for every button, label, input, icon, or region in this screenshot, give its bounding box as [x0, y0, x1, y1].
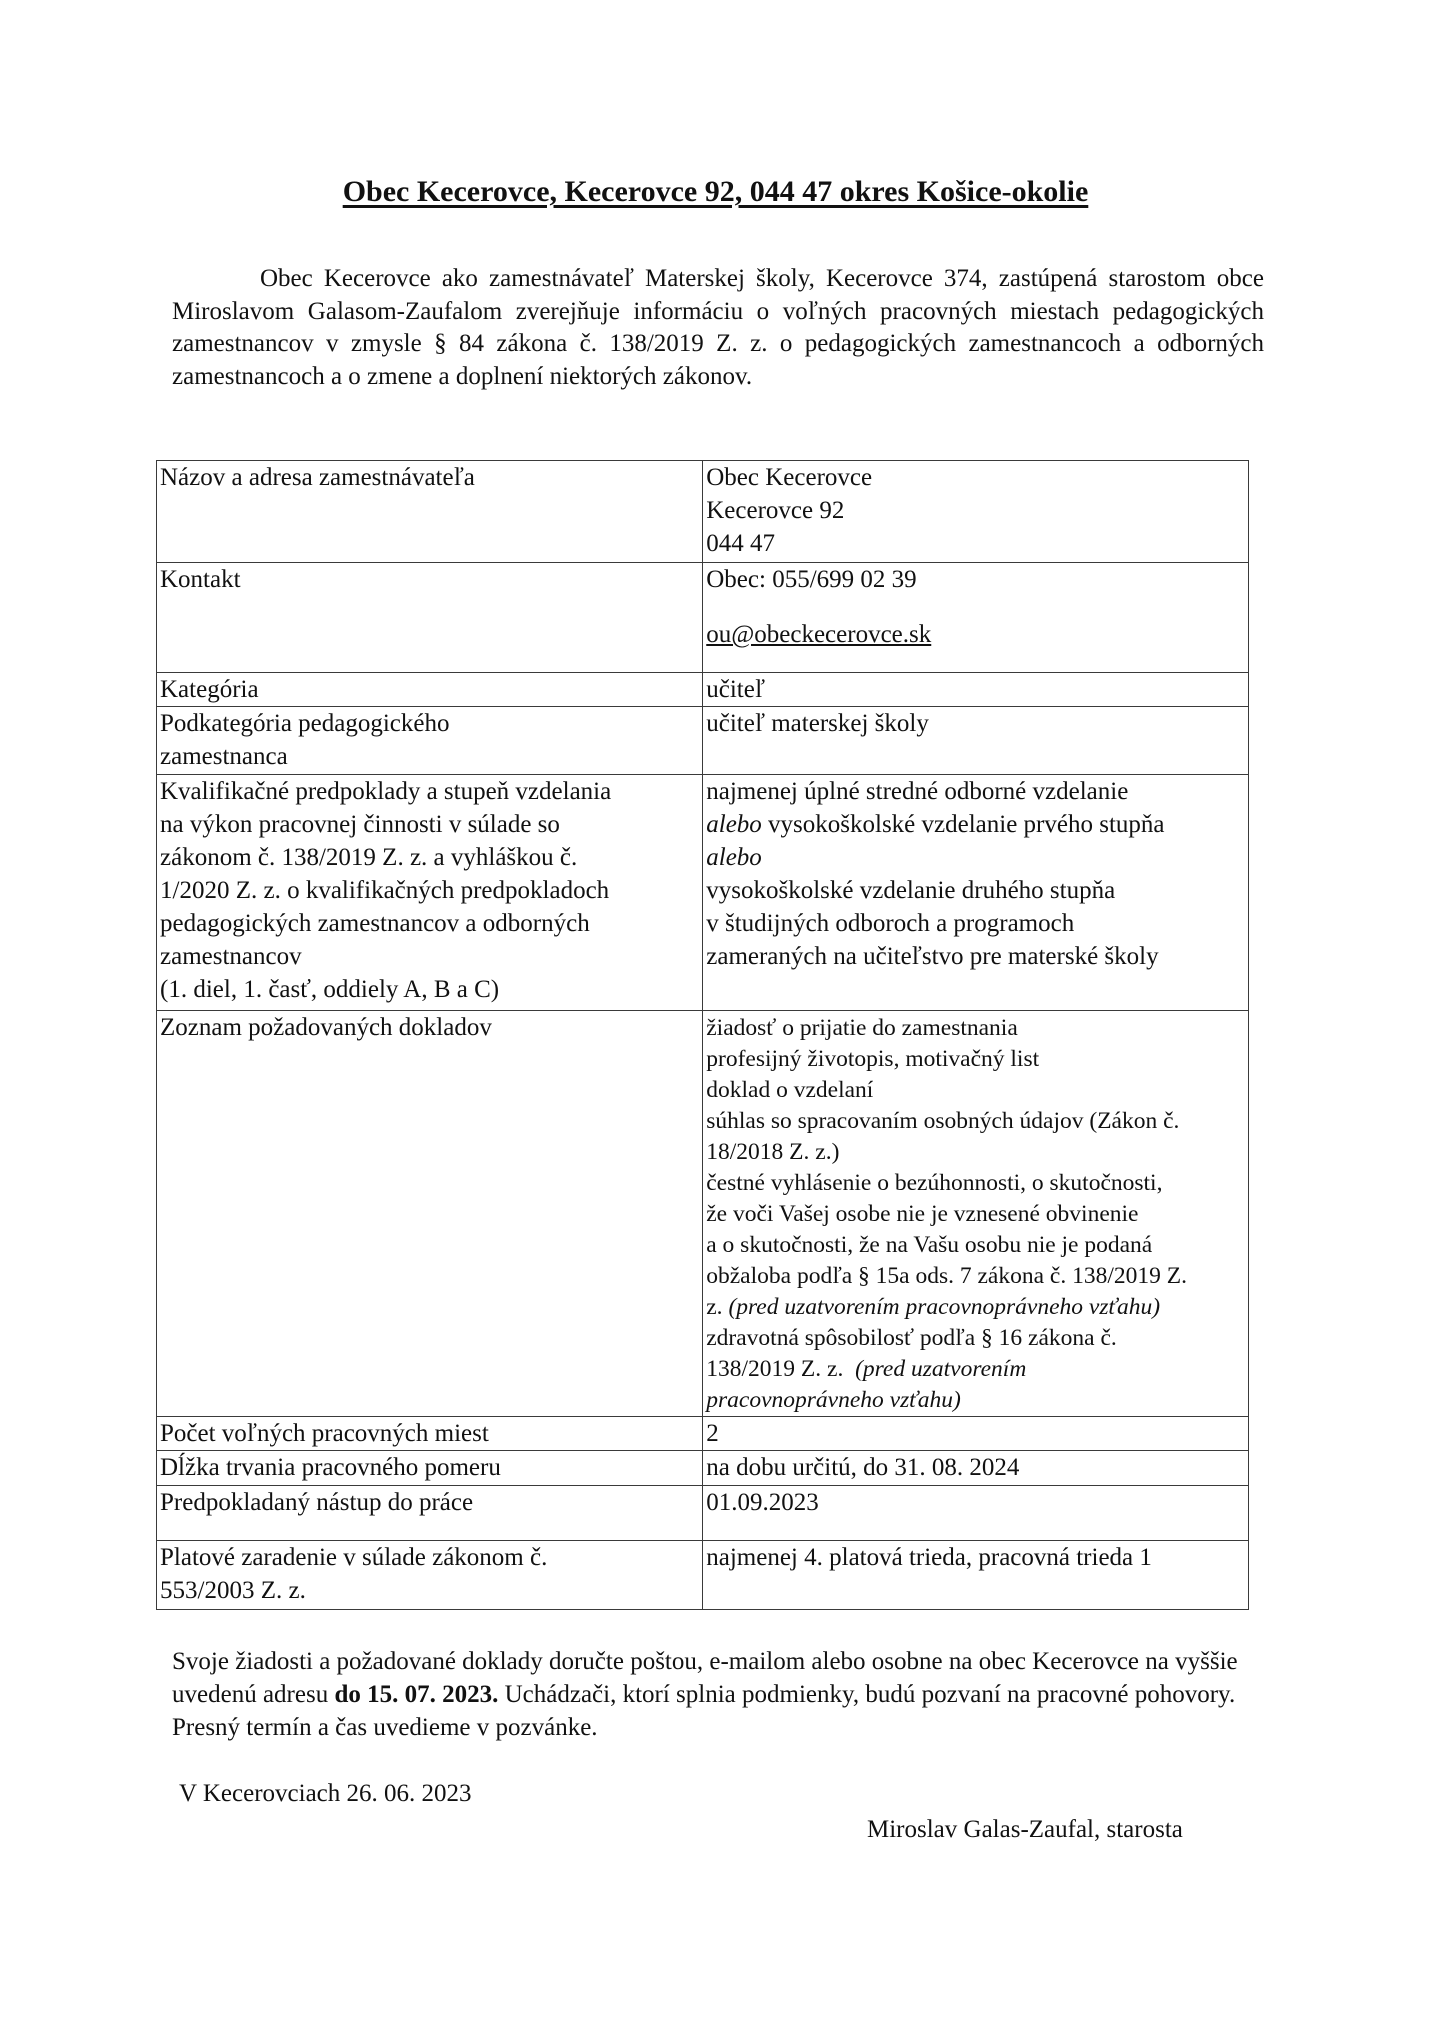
document-item: súhlas so spracovaním osobných údajov (Zákon č. [706, 1108, 1180, 1134]
contact-phone: Obec: 055/699 02 39 [706, 566, 917, 593]
salary-label-line: Platové zaradenie v súlade zákonom č. [160, 1544, 548, 1571]
contact-email-link[interactable]: ou@obeckecerovce.sk [706, 621, 932, 648]
salary-value: najmenej 4. platová trieda, pracovná trieda 1 [703, 1541, 1249, 1610]
document-item [706, 1354, 1246, 1385]
table-row-start [157, 1486, 1249, 1541]
documents-value [703, 1011, 1249, 1417]
category-value: učiteľ [703, 673, 1249, 707]
salary-label-line: 553/2003 Z. z. [160, 1577, 306, 1604]
document-item: profesijný životopis, motivačný list [706, 1046, 1040, 1072]
table-row-duration [157, 1451, 1249, 1486]
document-text: z. [706, 1294, 729, 1320]
alebo-italic: alebo [706, 844, 762, 871]
alebo-italic: alebo [706, 811, 762, 838]
place-and-date: V Kecerovciach 26. 06. 2023 [179, 1780, 472, 1807]
table-row-employer [157, 461, 1249, 563]
qualification-value-line: najmenej úplné stredné odborné vzdelanie [706, 778, 1129, 805]
closing-paragraph [172, 1645, 1252, 1744]
qualification-value-line [706, 808, 1246, 841]
deadline-date: do 15. 07. 2023. [334, 1681, 499, 1708]
qualification-value [703, 775, 1249, 1011]
contact-label: Kontakt [157, 563, 703, 673]
contact-value [703, 563, 1249, 673]
duration-value: na dobu určitú, do 31. 08. 2024 [703, 1451, 1249, 1486]
qualification-label-line: (1. diel, 1. časť, oddiely A, B a C) [160, 976, 500, 1003]
document-item: a o skutočnosti, že na Vašu osobu nie je podaná [706, 1232, 1153, 1258]
subcategory-label [157, 707, 703, 775]
qualification-value-line: v študijných odboroch a programoch [706, 910, 1075, 937]
start-value: 01.09.2023 [703, 1486, 1249, 1541]
subcategory-value: učiteľ materskej školy [703, 707, 1249, 775]
closing-text: Uchádzači, ktorí splnia podmienky, budú pozvaní na pracovné pohovory. Presný termín a čas uvedieme v pozvánke. [172, 1681, 1236, 1741]
table-row-qualification [157, 775, 1249, 1011]
document-item: zdravotná spôsobilosť podľa § 16 zákona č. [706, 1325, 1117, 1351]
qualification-label-line: na výkon pracovnej činnosti v súlade so [160, 811, 560, 838]
job-info-table [156, 460, 1249, 1610]
signature: Miroslav Galas-Zaufal, starosta [867, 1816, 1183, 1843]
document-item: obžaloba podľa § 15a ods. 7 zákona č. 138/2019 Z. [706, 1263, 1187, 1289]
start-label: Predpokladaný nástup do práce [157, 1486, 703, 1541]
page-title: Obec Kecerovce, Kecerovce 92, 044 47 okres Košice-okolie [342, 175, 1089, 208]
document-note-italic: pracovnoprávneho vzťahu) [706, 1387, 961, 1413]
table-row-salary [157, 1541, 1249, 1610]
document-item: doklad o vzdelaní [706, 1077, 874, 1103]
salary-label [157, 1541, 703, 1610]
qualification-label [157, 775, 703, 1011]
document-item [706, 1292, 1246, 1323]
qualification-label-line: 1/2020 Z. z. o kvalifikačných predpokladoch [160, 877, 610, 904]
document-item: 18/2018 Z. z.) [706, 1139, 840, 1165]
document-note-italic: (pred uzatvorením [855, 1356, 1027, 1382]
employer-value [703, 461, 1249, 563]
table-row-documents [157, 1011, 1249, 1417]
employer-name: Obec Kecerovce [706, 464, 873, 491]
positions-label: Počet voľných pracovných miest [157, 1417, 703, 1451]
contact-spacer [706, 596, 1246, 618]
table-row-subcategory [157, 707, 1249, 775]
positions-value: 2 [703, 1417, 1249, 1451]
qualification-label-line: Kvalifikačné predpoklady a stupeň vzdelania [160, 778, 612, 805]
qualification-value-text: vysokoškolské vzdelanie prvého stupňa [761, 811, 1165, 838]
document-text: 138/2019 Z. z. [706, 1356, 856, 1382]
document-note-italic: (pred uzatvorením pracovnoprávneho vzťahu) [728, 1294, 1161, 1320]
subcategory-label-line: Podkategória pedagogického [160, 710, 450, 737]
subcategory-label-line: zamestnanca [160, 743, 288, 770]
employer-label: Názov a adresa zamestnávateľa [157, 461, 703, 563]
table-row-positions [157, 1417, 1249, 1451]
intro-paragraph: Obec Kecerovce ako zamestnávateľ Materskej školy, Kecerovce 374, zastúpená starostom obce Miroslavom Galasom-Zaufalom zverejňuje informáciu o voľných pracovných miestach pedagogických zamestnancov v zmysle § 84 zákona č. 138/2019 Z. z. o pedagogických zamestnancoch a odborných zamestnancoch a o zmene a doplnení niektorých zákonov. [172, 265, 1264, 390]
qualification-value-line: vysokoškolské vzdelanie druhého stupňa [706, 877, 1116, 904]
qualification-label-line: pedagogických zamestnancov a odborných [160, 910, 590, 937]
employer-street: Kecerovce 92 [706, 497, 845, 524]
documents-label: Zoznam požadovaných dokladov [157, 1011, 703, 1417]
document-item: žiadosť o prijatie do zamestnania [706, 1015, 1018, 1041]
qualification-label-line: zákonom č. 138/2019 Z. z. a vyhláškou č. [160, 844, 578, 871]
table-row-contact [157, 563, 1249, 673]
document-item: čestné vyhlásenie o bezúhonnosti, o skutočnosti, [706, 1170, 1163, 1196]
closing-text: Svoje žiadosti a požadované doklady doručte poštou, e-mailom alebo osobne na obec Kecerovce na vyššie uvedenú adresu [172, 1648, 1238, 1708]
category-label: Kategória [157, 673, 703, 707]
qualification-label-line: zamestnancov [160, 943, 302, 970]
employer-zip: 044 47 [706, 530, 775, 557]
table-row-category [157, 673, 1249, 707]
document-item: že voči Vašej osobe nie je vznesené obvinenie [706, 1201, 1139, 1227]
qualification-value-line: zameraných na učiteľstvo pre materské školy [706, 943, 1159, 970]
duration-label: Dĺžka trvania pracovného pomeru [157, 1451, 703, 1486]
